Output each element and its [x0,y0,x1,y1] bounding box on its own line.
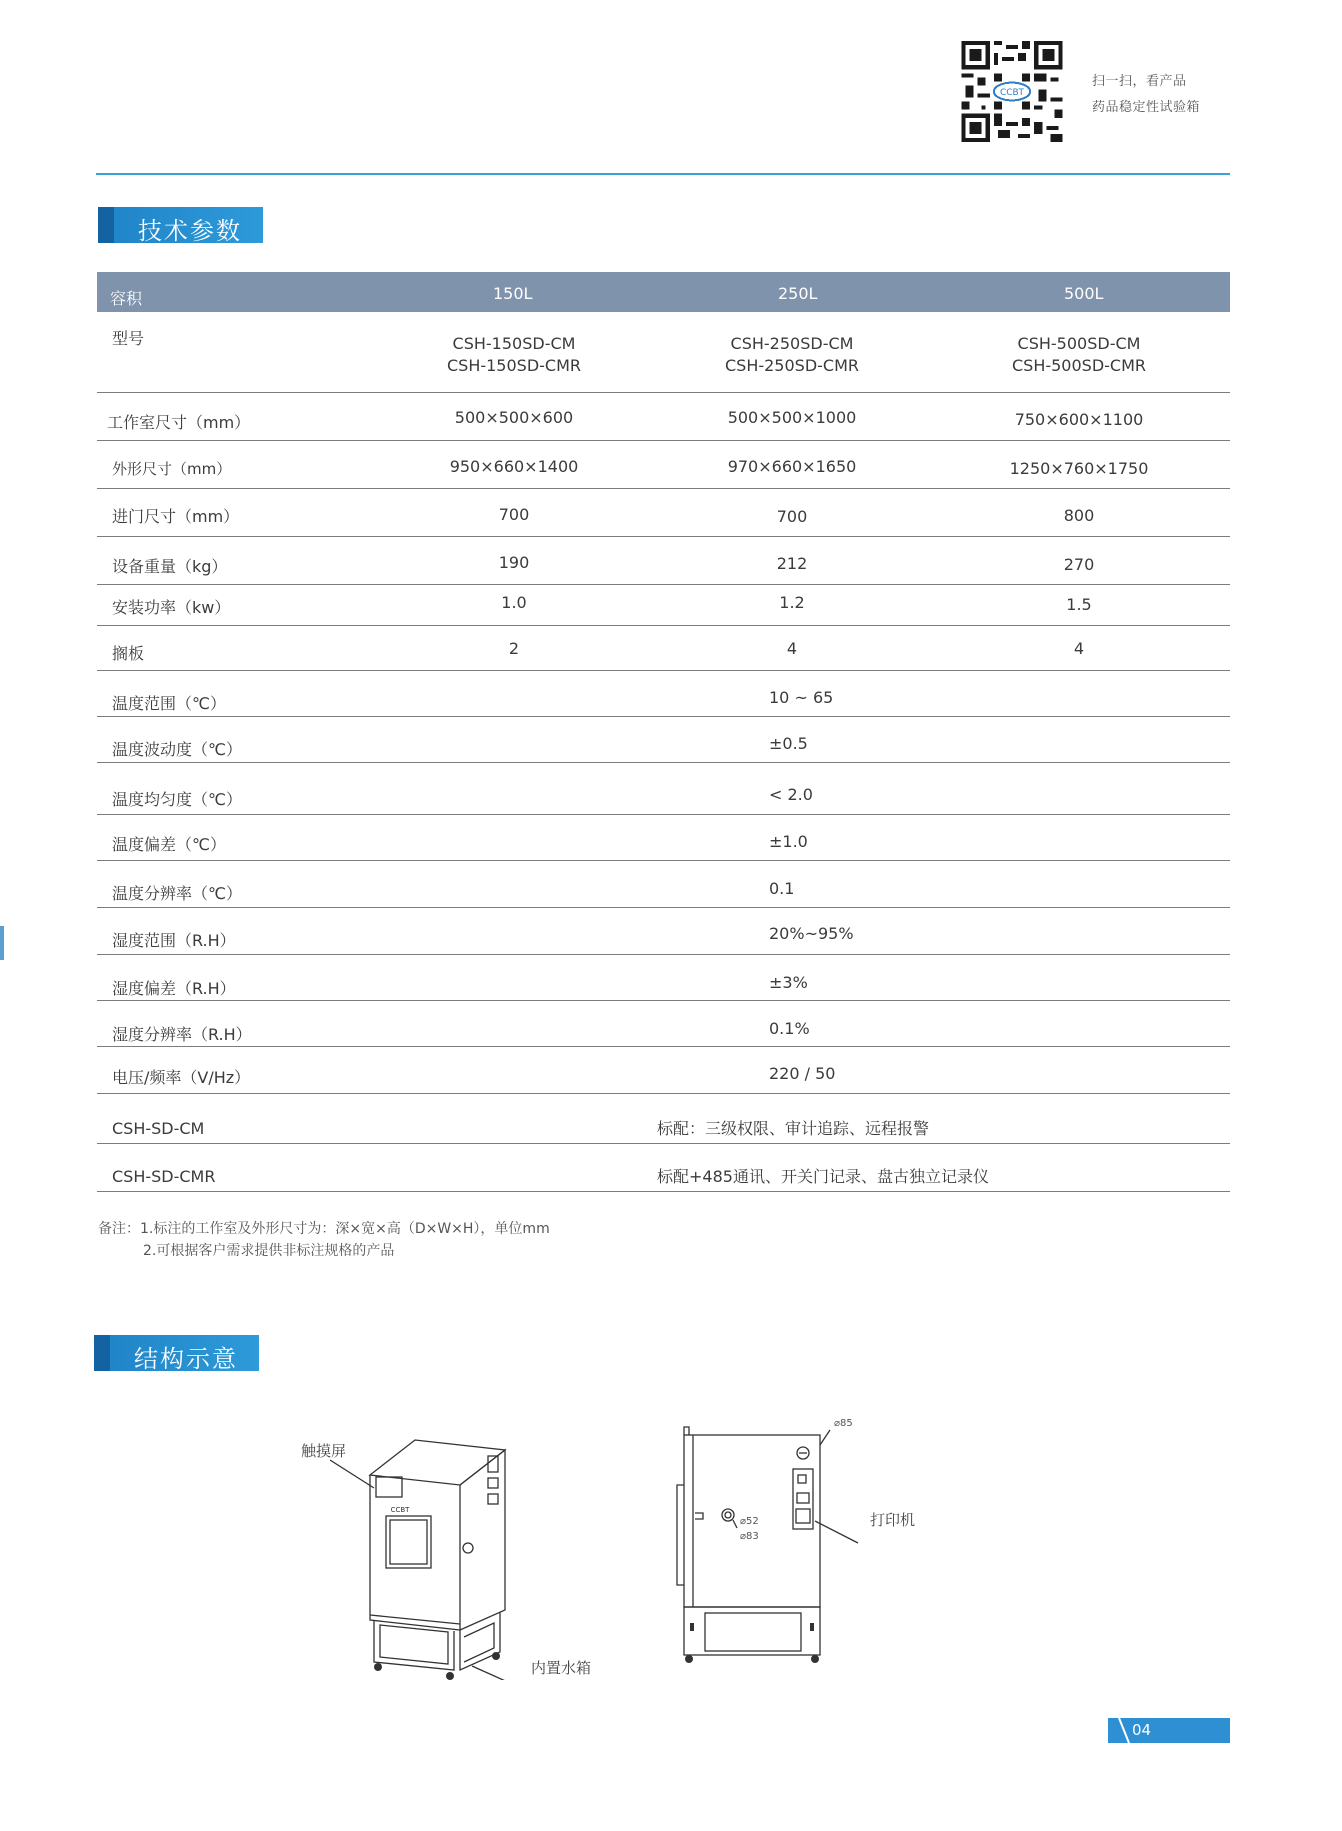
table-row-config-cm [97,1094,1230,1144]
section-heading-structure [94,1335,259,1371]
row-label: 安装功率（kw） [112,598,231,617]
row-label: 型号 [112,329,145,348]
row-value: 0.1 [769,879,795,898]
spec-table [97,272,1230,1192]
table-row-model [97,312,1230,393]
row-label: 设备重量（kg） [112,557,228,576]
cell-500l: 1250×760×1750 [1009,459,1149,478]
section-accent-bar [98,207,114,243]
table-row [97,1001,1230,1047]
row-label: 工作室尺寸（mm） [107,413,251,432]
section-heading-spec [98,207,263,243]
row-value: 10 ~ 65 [769,688,834,707]
header-col-500l: 500L [1064,284,1104,303]
qr-code [957,41,1067,142]
cell-500l: 1.5 [1066,595,1092,614]
table-row [97,955,1230,1001]
table-row [97,585,1230,626]
cell-150l: 1.0 [501,593,527,612]
cell-150l: 500×500×600 [454,408,574,427]
model-150-cmr: CSH-150SD-CMR [446,356,581,375]
table-row [97,393,1230,441]
row-value: 220 / 50 [769,1064,836,1083]
slash-icon [1118,1718,1130,1743]
brand-mark: CCBT [390,1506,410,1514]
row-label: 外形尺寸（mm） [112,460,232,478]
cell-150l: 950×660×1400 [449,457,579,476]
cell-150l: 190 [498,553,530,572]
cell-500l: 800 [1063,506,1095,525]
header-col-150l: 150L [493,284,533,303]
qr-caption-line2: 药品稳定性试验箱 [1092,100,1201,115]
touchscreen-label: 触摸屏 [301,1442,347,1460]
row-label: 搁板 [112,644,145,663]
section-title: 结构示意 [134,1345,238,1373]
row-label: 进门尺寸（mm） [112,507,240,526]
page-number: 04 [1132,1721,1152,1739]
row-value: ±3% [769,973,808,992]
table-row [97,763,1230,815]
row-label: 温度偏差（℃） [112,835,226,854]
cell-250l: 970×660×1650 [727,457,857,476]
table-row [97,537,1230,585]
table-row [97,717,1230,763]
svg-text:CCBT: CCBT [1000,88,1024,99]
printer-label: 打印机 [870,1511,916,1529]
cell-250l: 4 [786,639,798,658]
table-row [97,861,1230,908]
cell-150l: 700 [498,505,530,524]
table-row [97,441,1230,489]
chamber-perspective-drawing [330,1430,540,1680]
cell-250l: 212 [776,554,808,573]
section-accent-bar [94,1335,110,1371]
row-label: CSH-SD-CMR [112,1167,216,1186]
qr-caption-line1: 扫一扫，看产品 [1092,74,1187,89]
section-title: 技术参数 [138,217,242,245]
model-500-cm: CSH-500SD-CM [1017,334,1141,353]
table-row [97,671,1230,717]
row-label: 湿度偏差（R.H） [112,979,236,998]
row-label: 湿度范围（R.H） [112,931,236,950]
row-value: < 2.0 [769,785,813,804]
model-250-cmr: CSH-250SD-CMR [724,356,859,375]
page-number-tab [1108,1718,1230,1743]
dim-52-label: ⌀52 [740,1516,759,1527]
table-row-config-cmr [97,1144,1230,1192]
header-col-250l: 250L [778,284,818,303]
table-header-row [97,272,1230,312]
note-line2: 2.可根据客户需求提供非标注规格的产品 [143,1243,395,1259]
cell-150l: 2 [508,639,520,658]
chamber-side-drawing [675,1425,875,1670]
table-row [97,489,1230,537]
cell-500l: 270 [1063,555,1095,574]
row-value: ±1.0 [769,832,808,851]
row-value: 标配：三级权限、审计追踪、远程报警 [657,1119,930,1138]
table-row [97,815,1230,861]
row-label: 温度波动度（℃） [112,740,242,759]
model-150-cm: CSH-150SD-CM [452,334,576,353]
table-row [97,626,1230,671]
row-value: 标配+485通讯、开关门记录、盘古独立记录仪 [657,1167,989,1186]
row-label: 湿度分辨率（R.H） [112,1025,252,1044]
dim-83-label: ⌀83 [740,1531,759,1542]
row-label: 电压/频率（V/Hz） [112,1068,251,1087]
row-value: 0.1% [769,1019,810,1038]
cell-250l: 500×500×1000 [727,408,857,427]
row-label: 温度均匀度（℃） [112,790,242,809]
edge-marker [0,926,4,960]
model-250-cm: CSH-250SD-CM [730,334,854,353]
header-label: 容积 [110,289,143,308]
table-row [97,1047,1230,1094]
dim-85-label: ⌀85 [834,1418,853,1429]
water-tank-label: 内置水箱 [531,1659,592,1677]
note-line1: 备注：1.标注的工作室及外形尺寸为：深×宽×高（D×W×H），单位mm [98,1221,550,1237]
cell-500l: 750×600×1100 [1014,410,1144,429]
row-value: ±0.5 [769,734,808,753]
row-label: 温度分辨率（℃） [112,884,242,903]
header-rule [96,173,1230,175]
table-row [97,908,1230,955]
row-value: 20%~95% [769,924,854,943]
cell-250l: 700 [776,507,808,526]
cell-250l: 1.2 [779,593,805,612]
row-label: 温度范围（℃） [112,694,226,713]
row-label: CSH-SD-CM [112,1119,205,1138]
model-500-cmr: CSH-500SD-CMR [1011,356,1146,375]
cell-500l: 4 [1073,639,1085,658]
